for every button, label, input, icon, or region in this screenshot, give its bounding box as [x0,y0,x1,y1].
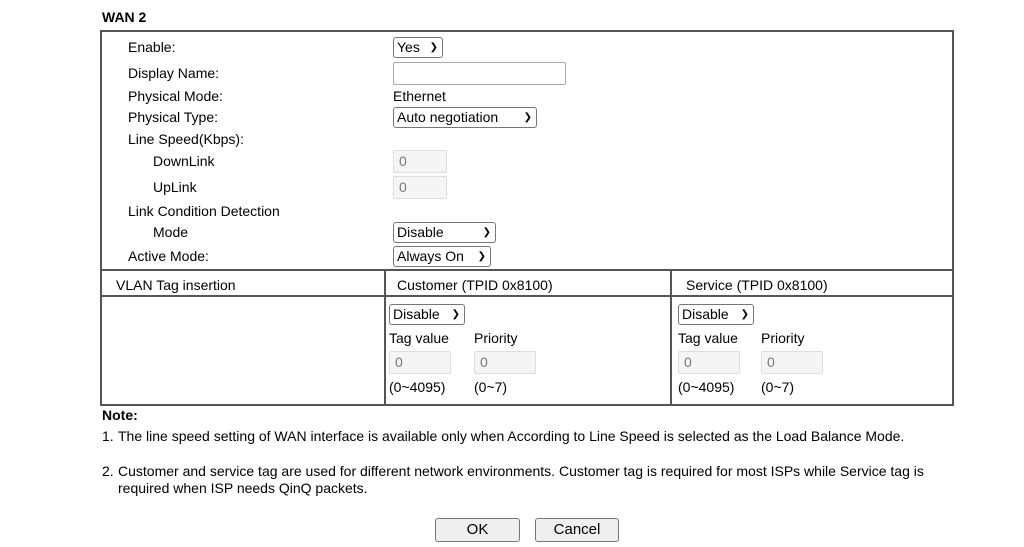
customer-header: Customer (TPID 0x8100) [397,277,553,293]
enable-select[interactable] [393,37,443,58]
physical-mode-value: Ethernet [393,88,446,104]
customer-tag-select[interactable] [389,304,465,325]
active-mode-label: Active Mode: [128,248,209,264]
chevron-down-icon: ❯ [482,227,491,238]
mode-value: Disable [397,224,444,240]
chevron-down-icon: ❯ [477,251,486,262]
service-tag-select[interactable] [678,304,754,325]
customer-priority-input[interactable]: 0 [474,351,536,374]
service-priority-label: Priority [761,330,805,346]
chevron-down-icon: ❯ [451,309,460,320]
service-tag-range: (0~4095) [678,379,735,395]
vlan-header: VLAN Tag insertion [116,277,236,293]
ok-button[interactable]: OK [435,518,520,542]
downlink-input[interactable]: 0 [393,150,447,173]
active-mode-select[interactable] [393,246,491,267]
physical-type-label: Physical Type: [128,109,219,125]
service-tag-select-value: Disable [682,306,729,322]
section-title: WAN 2 [102,9,147,25]
service-priority-input[interactable]: 0 [761,351,823,374]
note-text: Customer and service tag are used for different network environments. Customer tag is required for most ISPs while Service tag is required when ISP needs QinQ packets. [118,463,924,496]
uplink-input[interactable]: 0 [393,176,447,199]
physical-type-value: Auto negotiation [397,109,499,125]
customer-priority-range: (0~7) [474,379,508,395]
cancel-button[interactable]: Cancel [535,518,619,542]
customer-tag-select-value: Disable [393,306,440,322]
divider [670,269,672,406]
service-tag-value-label: Tag value [678,330,738,346]
physical-type-select[interactable] [393,107,537,128]
mode-label: Mode [153,224,189,240]
chevron-down-icon: ❯ [429,42,438,53]
chevron-down-icon: ❯ [740,309,749,320]
note-number: 2. [102,463,114,479]
link-condition-label: Link Condition Detection [128,203,280,219]
customer-priority-label: Priority [474,330,518,346]
service-priority-range: (0~7) [761,379,795,395]
display-name-input[interactable] [393,62,566,85]
divider [100,269,954,271]
service-header: Service (TPID 0x8100) [686,277,828,293]
physical-mode-label: Physical Mode: [128,88,223,104]
customer-tag-value-input[interactable]: 0 [389,351,451,374]
enable-value: Yes [397,39,420,55]
divider [384,269,386,406]
chevron-down-icon: ❯ [523,112,532,123]
active-mode-value: Always On [397,248,464,264]
note-text: The line speed setting of WAN interface is available only when According to Line Speed is selected as the Load Balance Mode. [118,428,905,444]
display-name-label: Display Name: [128,65,220,81]
divider [100,295,954,297]
note-title: Note: [102,407,138,423]
enable-label: Enable: [128,39,176,55]
note-number: 1. [102,428,114,444]
line-speed-label: Line Speed(Kbps): [128,131,244,147]
customer-tag-value-label: Tag value [389,330,449,346]
service-tag-value-input[interactable]: 0 [678,351,740,374]
uplink-label: UpLink [153,179,197,195]
customer-tag-range: (0~4095) [389,379,446,395]
mode-select[interactable] [393,222,496,243]
downlink-label: DownLink [153,153,215,169]
